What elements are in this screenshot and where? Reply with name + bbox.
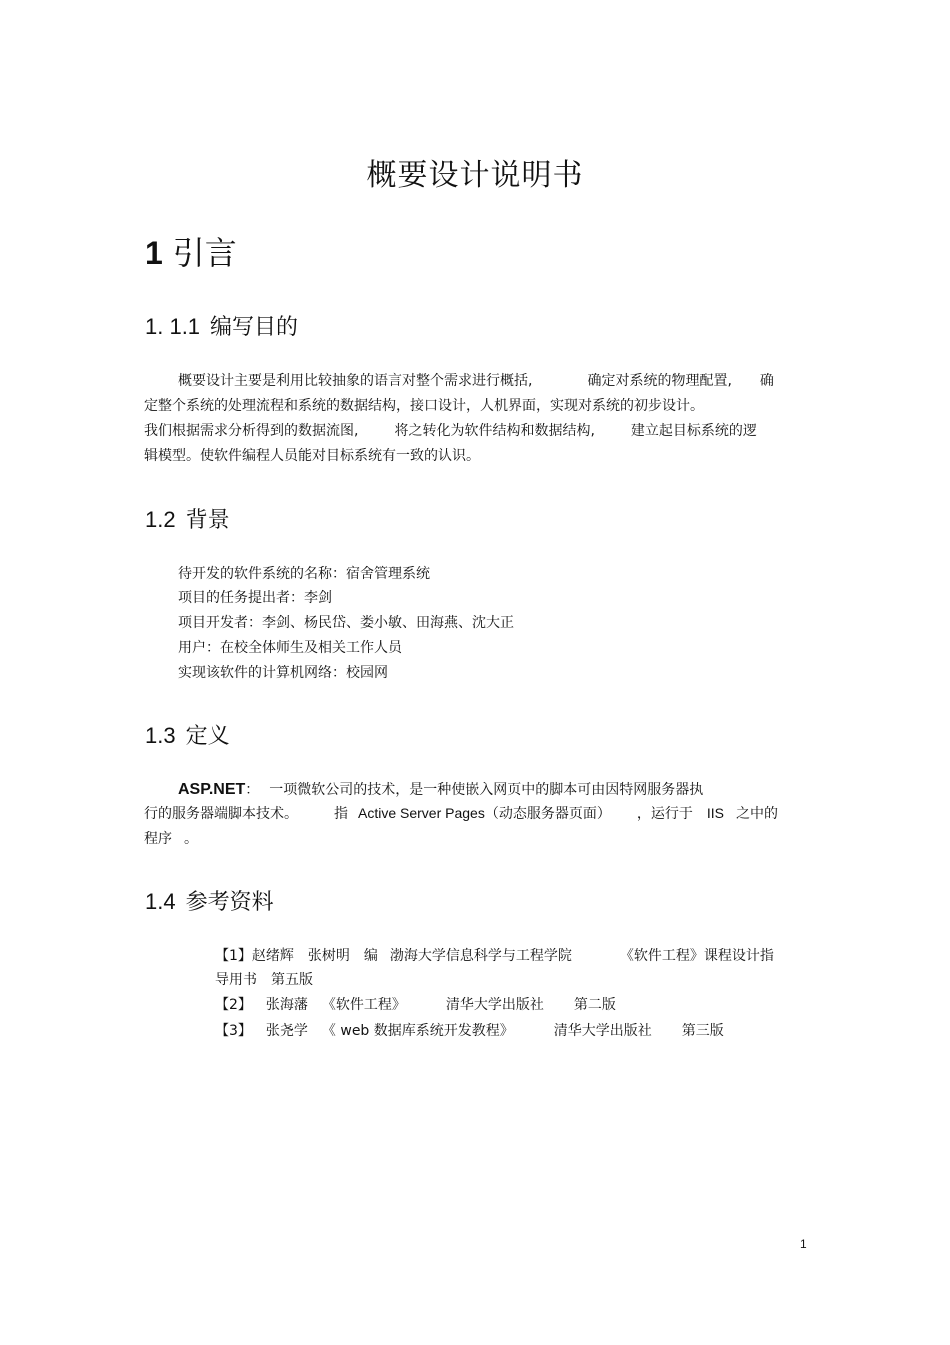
- reference-1-line-2: 导用书 第五版: [215, 972, 313, 988]
- page-number: 1: [800, 1237, 807, 1251]
- section-number: 1.3: [145, 723, 176, 748]
- section-1-2-heading: [145, 503, 230, 534]
- purpose-line-1: 概要设计主要是利用比较抽象的语言对整个需求进行概括, 确定对系统的物理配置, 确: [178, 373, 774, 389]
- reference-1-line-1: 【1】赵绪辉 张树明 编 渤海大学信息科学与工程学院 《软件工程》课程设计指: [215, 948, 774, 964]
- definition-line-1: ASP.NET： 一项微软公司的技术，是一种使嵌入网页中的脚本可由因特网服务器执: [178, 781, 704, 798]
- section-1-4-heading: [145, 885, 274, 916]
- section-number: 1.2: [145, 507, 176, 532]
- reference-3: 【3】 张尧学 《 web 数据库系统开发教程》 清华大学出版社 第三版: [215, 1023, 724, 1039]
- chapter-number: 1: [145, 235, 163, 271]
- document-title: 概要设计说明书: [366, 158, 584, 193]
- chapter-1-heading: [145, 228, 237, 274]
- chapter-title: 引言: [172, 234, 237, 272]
- section-title: 编写目的: [210, 315, 299, 340]
- background-line-1: 待开发的软件系统的名称：宿舍管理系统: [178, 566, 430, 582]
- background-line-2: 项目的任务提出者：李剑: [178, 590, 332, 606]
- background-line-5: 实现该软件的计算机网络：校园网: [178, 665, 388, 681]
- section-title: 参考资料: [185, 890, 274, 915]
- section-title: 定义: [185, 724, 230, 749]
- definition-line-3: 程序 。: [144, 831, 198, 847]
- definition-line-2: 行的服务器端脚本技术。 指 Active Server Pages（动态服务器页面） ，运行于 IIS 之中的: [144, 805, 778, 822]
- purpose-line-2: 定整个系统的处理流程和系统的数据结构，接口设计，人机界面，实现对系统的初步设计。: [144, 398, 704, 414]
- section-1-1-heading: [145, 310, 298, 341]
- section-title: 背景: [185, 508, 230, 533]
- background-line-3: 项目开发者：李剑、杨民岱、娄小敏、田海燕、沈大正: [178, 615, 514, 631]
- section-number: 1. 1.1: [145, 314, 201, 339]
- section-1-3-heading: [145, 719, 230, 750]
- reference-2: 【2】 张海藩 《软件工程》 清华大学出版社 第二版: [215, 997, 616, 1013]
- definition-term: ASP.NET: [178, 781, 246, 798]
- background-line-4: 用户：在校全体师生及相关工作人员: [178, 640, 402, 656]
- section-number: 1.4: [145, 889, 176, 914]
- purpose-line-4: 辑模型。使软件编程人员能对目标系统有一致的认识。: [144, 448, 480, 464]
- purpose-line-3: 我们根据需求分析得到的数据流图, 将之转化为软件结构和数据结构, 建立起目标系统的逻: [144, 423, 757, 439]
